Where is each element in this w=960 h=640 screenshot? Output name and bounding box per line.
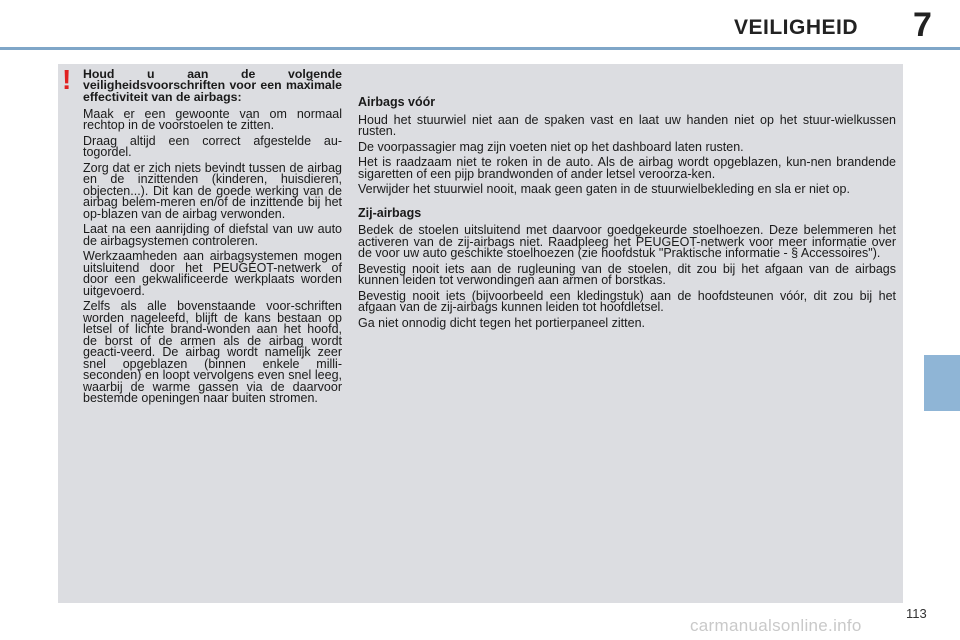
section-paragraph: De voorpassagier mag zijn voeten niet op het dashboard laten rusten. (358, 139, 744, 154)
page-title: VEILIGHEID (734, 16, 859, 39)
section-paragraph: Het is raadzaam niet te roken in de auto. Als de airbag wordt opgeblazen, kun-nen brandende sigaretten of een pijp brandwonden of ander letsel veroorza-ken. (358, 155, 896, 181)
section-heading: Zij-airbags (358, 205, 422, 220)
header-divider (0, 47, 960, 50)
section-side-airbags (358, 205, 896, 330)
warning-paragraph: Maak er een gewoonte van om normaal rechtop in de voorstoelen te zitten. (83, 106, 342, 133)
section-paragraph: Ga niet onnodig dicht tegen het portierpaneel zitten. (358, 315, 646, 330)
chapter-side-tab (924, 355, 960, 411)
section-paragraph: Houd het stuurwiel niet aan de spaken vast en laat uw handen niet op het stuur-wielkussen rusten. (358, 112, 896, 138)
page-number: 113 (906, 606, 927, 621)
section-heading: Airbags vóór (358, 95, 436, 109)
warning-box (83, 69, 342, 409)
warning-paragraph: Draag altijd een correct afgestelde au-togordel. (83, 133, 342, 160)
watermark: carmanualsonline.info (690, 616, 862, 635)
warning-paragraph: Zelfs als alle bovenstaande voor-schriften worden nageleefd, blijft de kans bestaan op letsel of lichte brand-wonden aan het hoofd, de borst of de armen als de airbag wordt geacti-veerd. De airbag wordt namelijk zeer snel opgeblazen (binnen enkele milli-seconden) en loopt vervolgens even snel leeg, waarbij de warme gassen via de daarvoor bestemde openingen naar buiten stromen. (83, 299, 342, 406)
section-front-airbags (358, 97, 896, 196)
section-paragraph: Bevestig nooit iets aan de rugleuning van de stoelen, dit zou bij het afgaan van de airbags kunnen leiden tot verwondingen aan armen of borstkas. (358, 261, 896, 287)
chapter-number: 7 (913, 6, 932, 44)
warning-paragraph: Zorg dat er zich niets bevindt tussen de airbag en de inzittenden (kinderen, huisdieren, objecten...). Dit kan de goede werking van de airbag belem-meren en/of de inzittende bij het op-blazen van de airbag verwonden. (83, 160, 342, 221)
warning-paragraph: Werkzaamheden aan airbagsystemen mogen uitsluitend door het PEUGEOT-netwerk of door een gekwalificeerde werkplaats worden uitgevoerd. (83, 249, 342, 298)
warning-paragraph: Laat na een aanrijding of diefstal van uw auto de airbagsystemen controleren. (83, 222, 342, 248)
exclamation-icon: ! (62, 64, 72, 95)
warning-heading: Houd u aan de volgende veiligheidsvoorschriften voor een maximale effectiviteit van de airbags: (83, 67, 342, 104)
section-paragraph: Bevestig nooit iets (bijvoorbeeld een kledingstuk) aan de hoofdsteunen vóór, dit zou bij het afgaan van de zij-airbags kunnen leiden tot hoofdletsel. (358, 288, 896, 314)
section-paragraph: Verwijder het stuurwiel nooit, maak geen gaten in de stuurwielbekleding en sla er niet op. (358, 182, 850, 196)
main-text-column (358, 97, 896, 341)
section-paragraph: Bedek de stoelen uitsluitend met daarvoor goedgekeurde stoelhoezen. Deze belemmeren het activeren van de zij-airbags niet. Raadpleeg het PEUGEOT-netwerk voor meer informatie over de voor uw auto geschikte stoelhoezen (zie hoofdstuk "Praktische informatie - § Accessoires"). (358, 223, 896, 260)
